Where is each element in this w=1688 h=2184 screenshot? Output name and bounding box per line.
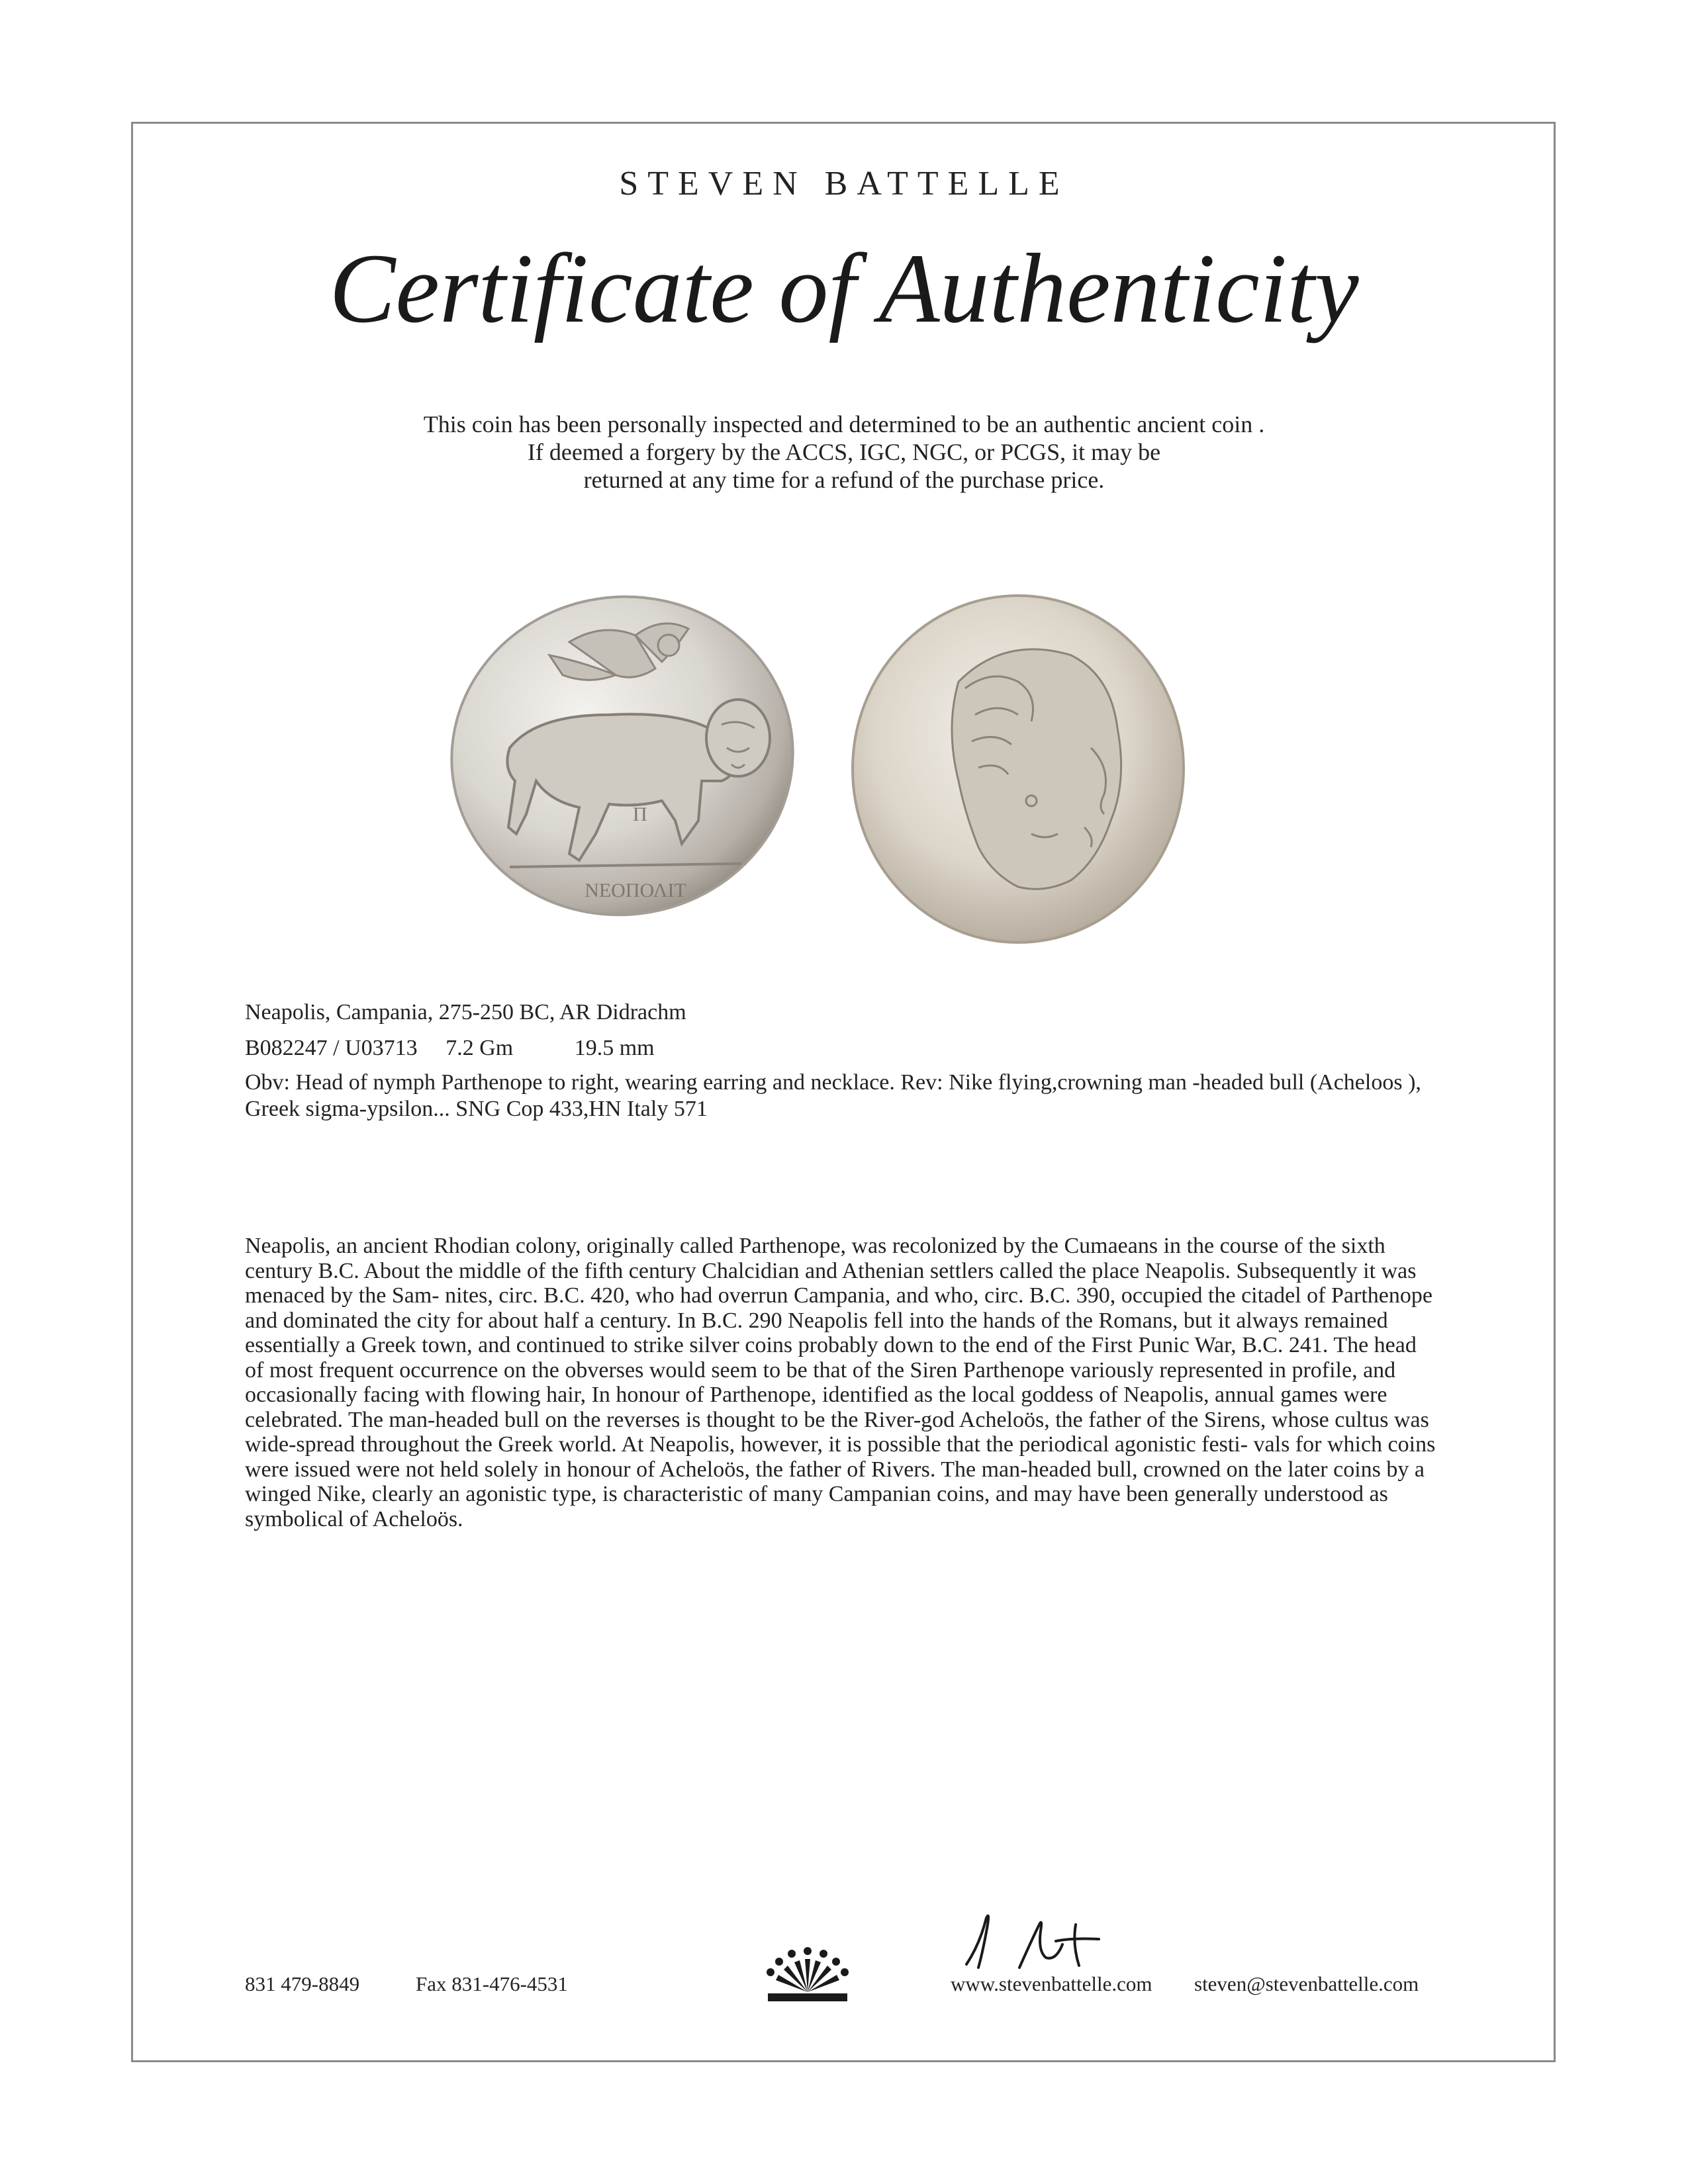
statement-line-2: If deemed a forgery by the ACCS, IGC, NGC, or PCGS, it may be — [527, 439, 1161, 465]
coin-diameter: 19.5 mm — [574, 1036, 655, 1060]
coin-title: Neapolis, Campania, 275-250 BC, AR Didrachm — [245, 1000, 686, 1024]
brand-name: STEVEN BATTELLE — [619, 165, 1069, 203]
statement-line-3: returned at any time for a refund of the purchase price. — [583, 467, 1105, 493]
svg-text:ΝΕΟΠΟΛΙΤ: ΝΕΟΠΟΛΙΤ — [585, 880, 686, 901]
history-paragraph: Neapolis, an ancient Rhodian colony, originally called Parthenope, was recolonized by the Cumaeans in the course of the sixth century B.C. About the middle of the fifth century Chalcidian and Athenian settlers called the place Neapolis. Subsequently it was menaced by the Sam- nites, circ. B.C. 420, who had overrun Campania, and who, circ. B.C. 390, occupied the citadel of Parthenope and dominated the city for about half a century. In B.C. 290 Neapolis fell into the hands of the Romans, but it always remained essentially a Greek town, and continued to strike silver coins probably down to the end of the First Punic War, B.C. 241. The head of most frequent occurrence on the obverses would seem to be that of the Siren Parthenope variously represented in profile, and occasionally facing with flowing hair, In honour of Parthenope, identified as the local goddess of Neapolis, annual games were celebrated. The man-headed bull on the reverses is thought to be the River-god Acheloös, the father of the Sirens, whose cultus was wide-spread throughout the Greek world. At Neapolis, however, it is possible that the periodical agonistic festi- vals for which coins were issued were not held solely in honour of Acheloös, the father of Rivers. The man-headed bull, crowned on the later coins by a winged Nike, clearly an agonistic type, is characteristic of many Campanian coins, and may have been generally understood as symbolical of Acheloös. — [245, 1234, 1436, 1531]
svg-text:Π: Π — [633, 803, 647, 825]
signature-image — [940, 1905, 1112, 1981]
certificate-title: Certificate of Authenticity — [329, 234, 1359, 343]
email-link[interactable]: steven@stevenbattelle.com — [1194, 1972, 1419, 1995]
authenticity-statement — [0, 410, 1688, 494]
coin-reverse-image — [437, 582, 808, 927]
inventory-number: B082247 / U03713 — [245, 1036, 418, 1060]
website-link[interactable]: www.stevenbattelle.com — [951, 1972, 1152, 1995]
historical-notes — [245, 1234, 1436, 1531]
coin-weight: 7.2 Gm — [445, 1036, 514, 1060]
coin-details — [245, 998, 1436, 1129]
fax-number: Fax 831-476-4531 — [416, 1972, 568, 1995]
coin-description: Obv: Head of nymph Parthenope to right, wearing earring and necklace. Rev: Nike flying,crowning man -headed bull (Acheloos ), Greek sigma-ypsilon... SNG Cop 433,HN Italy 571 — [245, 1070, 1421, 1121]
contact-footer — [245, 1972, 1443, 2005]
statement-line-1: This coin has been personally inspected and determined to be an authentic ancient coin . — [423, 411, 1265, 437]
coin-specs — [245, 1034, 1436, 1063]
phone-number: 831 479-8849 — [245, 1972, 360, 1995]
coin-obverse-image — [833, 582, 1203, 953]
